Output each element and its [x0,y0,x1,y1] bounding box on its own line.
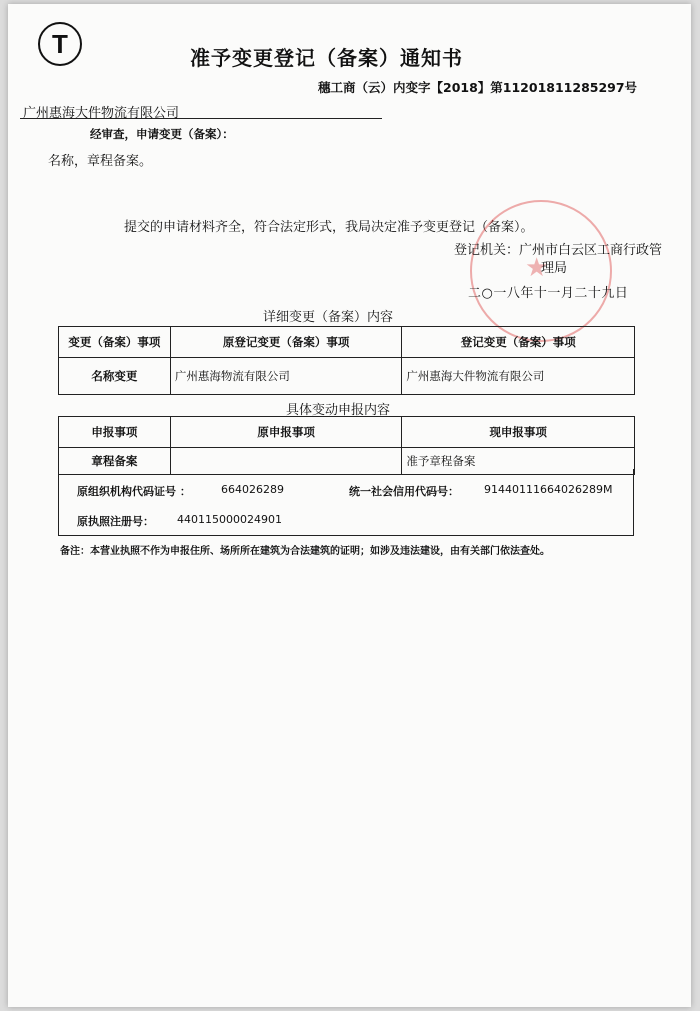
filing-section-title: 具体变动申报内容 [286,403,391,418]
page-title: 准予变更登记（备案）通知书 [190,46,463,70]
decision-text: 提交的申请材料齐全，符合法定形式，我局决定准予变更登记（备案）。 [124,220,534,235]
header-cell: 变更（备案）事项 [59,327,171,358]
filing-item-cell: 章程备案 [59,448,171,475]
footnote: 备注：本营业执照不作为申报住所、场所所在建筑为合法建筑的证明；如涉及违法建设，由有关部门依法查处。 [60,546,550,557]
current-value-cell: 广州惠海大件物流有限公司 [402,358,635,395]
document-number: 穗工商（云）内变字【2018】第11201811285297号 [318,80,638,95]
registration-authority-cont: 理局 [541,261,568,276]
header-cell: 原登记变更（备案）事项 [170,327,402,358]
filing-change-table [58,416,635,475]
org-code-value: 664026289 [221,483,284,496]
seal-star-icon: ★ [525,253,549,283]
header-cell: 登记变更（备案）事项 [402,327,635,358]
original-value-cell: 广州惠海物流有限公司 [170,358,402,395]
credit-code-label: 统一社会信用代码号： [349,485,459,498]
underline-divider [20,118,382,119]
reg-no-value: 440115000024901 [177,513,282,526]
table-header-row [59,327,635,358]
header-cell: 原申报事项 [170,417,402,448]
header-cell: 申报事项 [59,417,171,448]
registration-authority: 登记机关：广州市白云区工商行政管 [454,243,663,258]
change-item-cell: 名称变更 [59,358,171,395]
current-filing-cell: 准予章程备案 [402,448,635,475]
t-mark-icon: T [38,22,82,66]
issue-date: 二○一八年十一月二十九日 [468,286,629,301]
detail-change-table [58,326,635,395]
addressee-company: 广州惠海大件物流有限公司 [23,106,180,121]
credit-code-value: 91440111664026289M [484,483,613,496]
header-cell: 现申报事项 [402,417,635,448]
table-header-row [59,417,635,448]
notice-document [8,4,691,1007]
change-items: 名称，章程备案。 [48,154,153,169]
table-row [59,358,635,395]
detail-section-title: 详细变更（备案）内容 [263,310,394,325]
registration-codes-box [58,469,634,536]
reviewed-line: 经审查，申请变更（备案）： [90,127,234,141]
reg-no-label: 原执照注册号： [77,515,154,528]
org-code-label: 原组织机构代码证号 ： [77,485,191,498]
